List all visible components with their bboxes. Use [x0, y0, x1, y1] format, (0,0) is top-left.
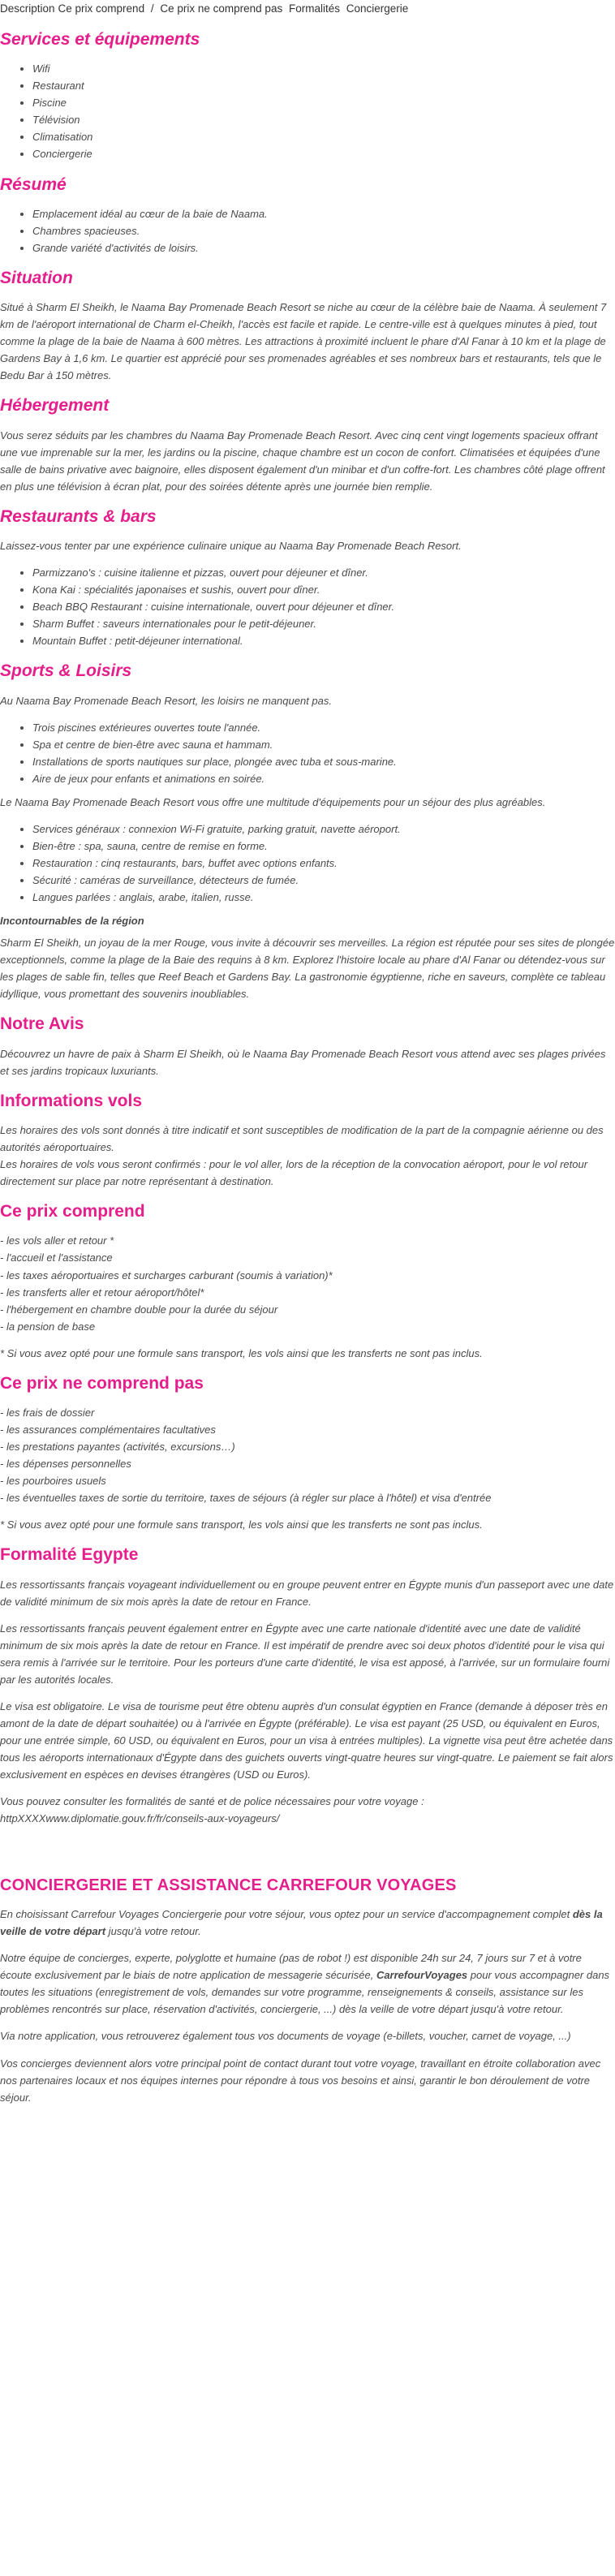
hebergement-text: Vous serez séduits par les chambres du Naama Bay Promenade Beach Resort. Avec cinq cent vingt logements spacieux offrant une vue imprenable sur la mer, les jardins ou la piscine, chaque chambre est un cocon de confort. Climatisées et équipées d'une salle de bains privative avec baignoire, elles disposent également d'un minibar et d'un coffre-fort. Les chambres côté plage offrent en plus une télévision à écran plat, pour des soirées détente après une journée bien remplie.	[0, 429, 605, 493]
conciergerie-team-text	[0, 1949, 615, 2018]
list-item: • Conciergerie	[32, 145, 615, 162]
conciergerie-team-end: pour vous accompagner dans toutes les situations (enregistrement de vols, demandes sur votre programme, renseignements & conseils, assistance sur les problèmes rencontrés sur place, réservation d'activités, conciergerie, ...) dès la veille de votre départ jusqu'à votre retour.	[0, 1969, 610, 2016]
list-item: - les assurances complémentaires facultatives	[0, 1424, 216, 1437]
list-item: • Emplacement idéal au cœur de la baie de Naama.	[32, 205, 615, 222]
services-list	[0, 60, 615, 162]
comprend-note: * Si vous avez opté pour une formule sans transport, les vols ainsi que les transferts ne sont pas inclus.	[0, 1346, 483, 1359]
list-item: • Télévision	[32, 111, 615, 128]
list-item: • Trois piscines extérieures ouvertes toute l'année.	[32, 719, 615, 736]
equipements-intro: Le Naama Bay Promenade Beach Resort vous offre une multitude d'équipements pour un séjour des plus agréables.	[0, 795, 546, 808]
vols-title: Informations vols	[0, 1091, 143, 1110]
list-item: • Services généraux : connexion Wi-Fi gratuite, parking gratuit, navette aéroport.	[32, 821, 615, 838]
list-item: • Mountain Buffet : petit-déjeuner international.	[32, 632, 615, 649]
incontournables-text: Sharm El Sheikh, un joyau de la mer Rouge, vous invite à découvrir ses merveilles. La région est réputée pour ses sites de plongée exceptionnels, comme la plage de la Baie des requins à 8 km. Explorez l'histoire locale au phare d'Al Fanar ou détendez-vous sur les plages de sable fin, telles que Reef Beach et Gardens Bay. La gastronomie égyptienne, riche en saveurs, complète ce tableau idyllique, vous promettant des souvenirs inoubliables.	[0, 937, 615, 1001]
list-item: • Grande variété d'activités de loisirs.	[32, 239, 615, 256]
tab-formalites[interactable]: Formalités	[288, 2, 340, 15]
situation-text: Situé à Sharm El Sheikh, le Naama Bay Promenade Beach Resort se niche au cœur de la célèbre baie de Naama. À seulement 7 km de l'aéroport international de Charm el-Cheikh, l'accès est facile et rapide. Le centre-ville est à quelques minutes à pied, tout comme la plage de la baie de Naama à 600 mètres. Les attractions à proximité incluent le phare d'Al Fanar à 10 km et la plage de Gardens Bay à 1,6 km. Le quartier est apprécié pour ses promenades agréables et ses nombreux bars et restaurants, tels que le Bedu Bar à 150 mètres.	[0, 301, 607, 382]
tab-conciergerie[interactable]: Conciergerie	[346, 2, 409, 15]
list-item: • Parmizzano's : cuisine italienne et pizzas, ouvert pour déjeuner et dîner.	[32, 564, 615, 581]
list-item: • Sécurité : caméras de surveillance, détecteurs de fumée.	[32, 872, 615, 889]
list-item: - les dépenses personnelles	[0, 1458, 131, 1471]
conciergerie-intro-start: En choisissant Carrefour Voyages Conciergerie pour votre séjour, vous optez pour un service d'accompagnement complet	[0, 1908, 573, 1921]
ne-comprend-list	[0, 1404, 615, 1506]
list-item: • Restaurant	[32, 77, 615, 94]
vols-line-1: Les horaires des vols sont donnés à titre indicatif et sont susceptibles de modification de la part de la compagnie aérienne ou des autorités aéroportuaires.	[0, 1123, 604, 1154]
conciergerie-intro-end: jusqu'à votre retour.	[105, 1925, 201, 1938]
list-item: - les vols aller et retour *	[0, 1234, 114, 1247]
list-item: • Installations de sports nautiques sur place, plongée avec tuba et sous-marine.	[32, 753, 615, 770]
restaurants-title: Restaurants & bars	[0, 506, 157, 526]
tab-description[interactable]: Description	[0, 2, 55, 15]
comprend-title: Ce prix comprend	[0, 1202, 145, 1221]
resume-title: Résumé	[0, 174, 67, 194]
list-item: • Wifi	[32, 60, 615, 77]
list-item: - l'accueil et l'assistance	[0, 1251, 113, 1264]
formalite-title: Formalité Egypte	[0, 1545, 139, 1565]
list-item: - les éventuelles taxes de sortie du territoire, taxes de séjours (à régler sur place à l'hôtel) et visa d'entrée	[0, 1492, 492, 1505]
sports-title: Sports & Loisirs	[0, 661, 132, 681]
list-item: • Kona Kai : spécialités japonaises et sushis, ouvert pour dîner.	[32, 581, 615, 598]
formalite-passport-text: Les ressortissants français voyageant individuellement ou en groupe peuvent entrer en Égypte munis d'un passeport avec une date de validité minimum de six mois après la date de retour en France.	[0, 1578, 614, 1608]
list-item: - les prestations payantes (activités, excursions…)	[0, 1441, 235, 1454]
formalite-links-label: Vous pouvez consulter les formalités de santé et de police nécessaires pour votre voyage :	[0, 1795, 424, 1808]
conciergerie-team-start: Notre équipe de concierges, experte, polyglotte et humaine (pas de robot !) est disponible 24h sur 24, 7 jours sur 7 et à votre écoute exclusivement par le biais de notre application de messagerie sécurisée,	[0, 1952, 582, 1982]
incontournables-title: Incontournables de la région	[0, 915, 144, 928]
list-item: • Spa et centre de bien-être avec sauna et hammam.	[32, 736, 615, 753]
sports-list	[0, 719, 615, 787]
sports-intro: Au Naama Bay Promenade Beach Resort, les loisirs ne manquent pas.	[0, 694, 332, 707]
ne-comprend-title: Ce prix ne comprend pas	[0, 1373, 204, 1393]
list-item: • Sharm Buffet : saveurs internationales pour le petit-déjeuner.	[32, 615, 615, 632]
comprend-list	[0, 1232, 615, 1334]
list-item: - la pension de base	[0, 1320, 96, 1333]
conciergerie-intro	[0, 1906, 615, 1940]
formalite-visa-text: Le visa est obligatoire. Le visa de tourisme peut être obtenu auprès d'un consulat égyptien en France (demande à déposer très en amont de la date de départ souhaitée) ou à l'arrivée en Égypte (préférable). Le visa est payant (25 USD, ou équivalent en Euros, pour une entrée simple, 60 USD, ou équivalent en Euros, pour un visa à entrées multiples). La vignette visa peut être achetée dans tous les aéroports internationaux d'Égypte dans des guichets ouverts vingt-quatre heures sur vingt-quatre. Le paiement se fait alors exclusivement en espèces en devises étrangères (USD ou Euros).	[0, 1699, 613, 1781]
tab-ce-prix-comprend[interactable]: Ce prix comprend	[58, 2, 145, 15]
app-name: CarrefourVoyages	[376, 1969, 468, 1982]
tab-separator: /	[150, 2, 154, 15]
restaurants-intro: Laissez-vous tenter par une expérience culinaire unique au Naama Bay Promenade Beach Resort.	[0, 540, 462, 553]
vols-text	[0, 1122, 615, 1190]
hebergement-title: Hébergement	[0, 396, 110, 416]
list-item: • Aire de jeux pour enfants et animations en soirée.	[32, 770, 615, 787]
avis-text: Découvrez un havre de paix à Sharm El Sheikh, où le Naama Bay Promenade Beach Resort vous attend avec ses plages privées et ses jardins tropicaux luxuriants.	[0, 1047, 606, 1077]
list-item: • Climatisation	[32, 128, 615, 145]
avis-title: Notre Avis	[0, 1014, 84, 1034]
conciergerie-app-text: Via notre application, vous retrouverez également tous vos documents de voyage (e-billets, voucher, carnet de voyage, ...)	[0, 2030, 571, 2043]
conciergerie-contact-text: Vos concierges deviennent alors votre principal point de contact durant tout votre voyage, travaillant en étroite collaboration avec nos partenaires locaux et nos équipes internes pour répondre à tous vos besoins et ainsi, garantir le bon déroulement de votre séjour.	[0, 2057, 601, 2104]
list-item: • Chambres spacieuses.	[32, 222, 615, 239]
list-item: • Langues parlées : anglais, arabe, italien, russe.	[32, 889, 615, 906]
list-item: - les pourboires usuels	[0, 1475, 106, 1488]
resume-list	[0, 205, 615, 256]
vols-line-2: Les horaires de vols vous seront confirmés : pour le vol aller, lors de la réception de la convocation aéroport, pour le vol retour directement sur place par notre représentant à destination.	[0, 1158, 588, 1188]
list-item: • Restauration : cinq restaurants, bars, buffet avec options enfants.	[32, 855, 615, 872]
diplomatie-link[interactable]: httpXXXXwww.diplomatie.gouv.fr/fr/conseils-aux-voyageurs/	[0, 1812, 280, 1825]
list-item: - les taxes aéroportuaires et surcharges carburant (soumis à variation)*	[0, 1269, 333, 1282]
tab-bar	[0, 0, 615, 18]
conciergerie-title: CONCIERGERIE ET ASSISTANCE CARREFOUR VOYAGES	[0, 1876, 457, 1895]
list-item: - l'hébergement en chambre double pour la durée du séjour	[0, 1303, 278, 1316]
list-item: - les transferts aller et retour aéroport/hôtel*	[0, 1286, 204, 1299]
list-item: • Bien-être : spa, sauna, centre de remise en forme.	[32, 838, 615, 855]
tab-ce-prix-ne-comprend-pas[interactable]: Ce prix ne comprend pas	[160, 2, 283, 15]
conciergerie-intro-highlight: dès la veille de votre départ	[0, 1908, 603, 1938]
services-title: Services et équipements	[0, 30, 200, 49]
formalite-links	[0, 1793, 615, 1827]
list-item: • Piscine	[32, 94, 615, 111]
formalite-id-card-text: Les ressortissants français peuvent également entrer en Égypte avec une carte nationale d'identité avec une date de validité minimum de six mois après la date de retour en France. Il est impératif de prendre avec soi deux photos d'identité pour le visa qui sera remis à l'arrivée sur le territoire. Pour les porteurs d'une carte d'identité, le visa est apposé, à l'arrivée, sur un formulaire fourni par les autorités locales.	[0, 1622, 610, 1686]
list-item: • Beach BBQ Restaurant : cuisine internationale, ouvert pour déjeuner et dîner.	[32, 598, 615, 615]
situation-title: Situation	[0, 268, 73, 287]
equipements-list	[0, 821, 615, 906]
restaurants-list	[0, 564, 615, 649]
ne-comprend-note: * Si vous avez opté pour une formule sans transport, les vols ainsi que les transferts ne sont pas inclus.	[0, 1518, 483, 1531]
list-item: - les frais de dossier	[0, 1406, 95, 1419]
section-spacer	[0, 1837, 615, 1864]
